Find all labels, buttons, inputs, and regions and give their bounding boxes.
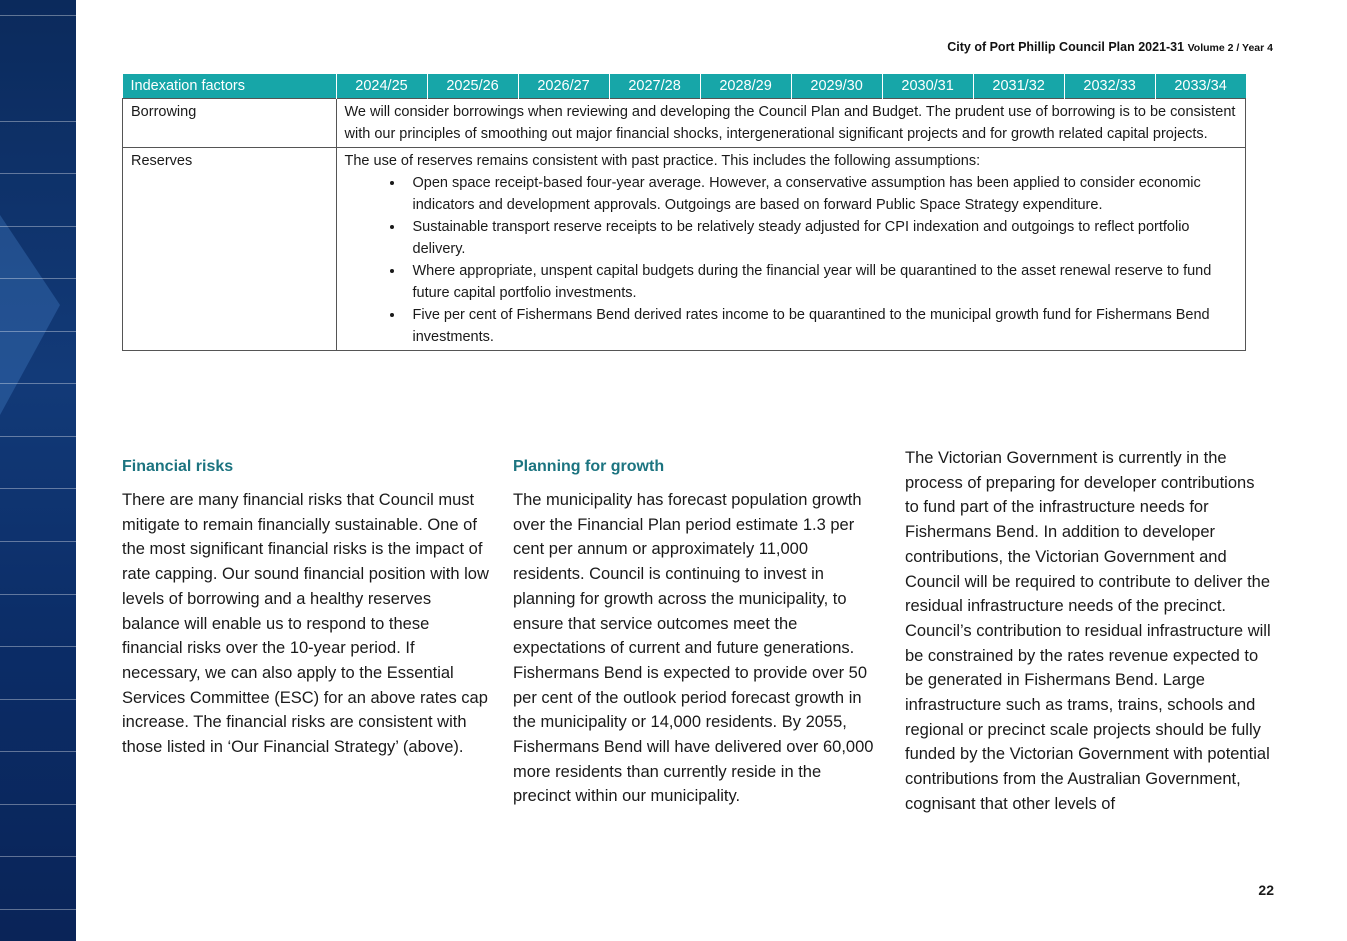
table-row-borrowing: [123, 99, 1246, 148]
band-line: [0, 121, 76, 122]
band-line: [0, 226, 76, 227]
band-line: [0, 699, 76, 700]
side-decorative-band: [0, 0, 76, 941]
planning-growth-section: [513, 456, 883, 809]
band-line: [0, 751, 76, 752]
page-number: 22: [1258, 882, 1274, 898]
column-header: 2025/26: [427, 74, 518, 99]
band-line: [0, 383, 76, 384]
column-header: 2027/28: [609, 74, 700, 99]
section-heading: Planning for growth: [513, 458, 665, 475]
column-header: 2031/32: [973, 74, 1064, 99]
band-line: [0, 436, 76, 437]
list-item: • Sustainable transport reserve receipts to be relatively steady adjusted for CPI indexation and outgoings to reflect portfolio delivery.: [405, 216, 1238, 260]
row-text: The use of reserves remains consistent with past practice. This includes the following assumptions:: [344, 153, 981, 169]
band-line: [0, 331, 76, 332]
list-item: • Open space receipt-based four-year average. However, a conservative assumption has been applied to consider economic indicators and development approvals. Outgoings are based on forward Public Space Strategy expenditure.: [405, 172, 1238, 216]
band-line: [0, 804, 76, 805]
column-header: 2029/30: [791, 74, 882, 99]
section-body: The municipality has forecast population growth over the Financial Plan period estimate 1.3 per cent per annum or approximately 11,000 residents. Council is continuing to invest in planning for growth across the municipality, to ensure that service outcomes meet the expectations of current and future generations. Fishermans Bend is expected to provide over 50 per cent of the outlook period forecast growth in the municipality or 14,000 residents. By 2055, Fishermans Bend will have delivered over 60,000 more residents than currently reside in the precinct within our municipality.: [513, 491, 874, 806]
band-line: [0, 15, 76, 16]
indexation-factors-table: [122, 74, 1246, 351]
column-header: 2032/33: [1064, 74, 1155, 99]
band-line: [0, 646, 76, 647]
list-item: • Five per cent of Fishermans Bend derived rates income to be quarantined to the municipal growth fund for Fishermans Bend investments.: [405, 304, 1238, 348]
band-line: [0, 488, 76, 489]
table-header-row: [123, 74, 1246, 99]
column-header: 2028/29: [700, 74, 791, 99]
document-volume: Volume 2 / Year 4: [1187, 42, 1273, 54]
section-heading: Financial risks: [122, 458, 234, 475]
row-text: We will consider borrowings when reviewing and developing the Council Plan and Budget. The prudent use of borrowing is to be consistent with our principles of smoothing out major financial shocks, intergenerational significant projects and for growth related capital projects.: [336, 99, 1246, 148]
table-row-reserves: [123, 148, 1246, 351]
band-line: [0, 856, 76, 857]
band-triangle-decoration: [0, 215, 60, 415]
band-line: [0, 909, 76, 910]
victorian-government-section: [905, 446, 1271, 817]
section-body: There are many financial risks that Council must mitigate to remain financially sustainable. One of the most significant financial risks is the impact of rate capping. Our sound financial position with low levels of borrowing and a healthy reserves balance will enable us to respond to these financial risks over the 10-year period. If necessary, we can also apply to the Essential Services Committee (ESC) for an above rates cap increase. The financial risks are consistent with those listed in ‘Our Financial Strategy’ (above).: [122, 491, 489, 757]
band-line: [0, 594, 76, 595]
column-header: 2026/27: [518, 74, 609, 99]
document-title: City of Port Phillip Council Plan 2021-31: [947, 40, 1185, 54]
column-header: 2033/34: [1155, 74, 1245, 99]
band-line: [0, 278, 76, 279]
band-line: [0, 541, 76, 542]
section-body: The Victorian Government is currently in the process of preparing for developer contributions to fund part of the infrastructure needs for Fishermans Bend. In addition to developer contributions, the Victorian Government and Council will be required to contribute to deliver the residual infrastructure needs of the precinct. Council’s contribution to residual infrastructure will be constrained by the rates revenue expected to be generated in Fishermans Bend. Large infrastructure such as trams, trains, schools and regional or precinct scale projects should be fully funded by the Victorian Government with potential contributions from the Australian Government, cognisant that other levels of: [905, 449, 1271, 813]
row-label: Borrowing: [123, 99, 337, 148]
column-header: 2024/25: [336, 74, 427, 99]
column-header: 2030/31: [882, 74, 973, 99]
assumption-list: [345, 172, 1238, 348]
financial-risks-section: [122, 456, 492, 760]
row-label: Reserves: [123, 148, 337, 351]
list-item: • Where appropriate, unspent capital budgets during the financial year will be quarantined to the asset renewal reserve to fund future capital portfolio investments.: [405, 260, 1238, 304]
row-content: [336, 148, 1246, 351]
running-header: [947, 40, 1273, 54]
band-line: [0, 173, 76, 174]
column-header: Indexation factors: [123, 74, 337, 99]
